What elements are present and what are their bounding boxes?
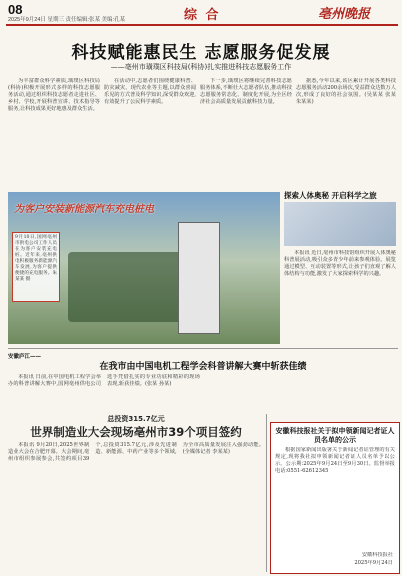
middle-headline: 在我市由中国电机工程学会科普讲解大赛中斩获佳绩 xyxy=(99,362,307,372)
page-number: 08 xyxy=(8,2,23,17)
page-meta: 2025年9月24日 星期三 责任编辑:张某 美编:孔某 xyxy=(8,17,126,23)
notice-signature: 安徽科技报社 xyxy=(361,552,393,558)
section-title: 综 合 xyxy=(184,8,221,23)
photo-caption: 9月10日,国网亳州市供电公司工作人员在为客户安装充电桩。近年来,亳州供电积极服务新能源汽车发展,为客户提供便捷的充电服务。朱某某 摄 xyxy=(15,235,57,282)
big-headline: 世界制造业大会现场亳州市39个项目签约 xyxy=(30,425,242,439)
brand-logo: 亳州晚报 xyxy=(318,7,371,22)
lead-headline: 科技赋能惠民生 志愿服务促发展 xyxy=(71,43,331,63)
side-story-photo xyxy=(284,202,396,246)
big-body: 本报讯 9月20日,2025世界制造业大会在合肥开幕。大会期间,亳州市组织参展参会,共签约项目39个,总投资315.7亿元,涉及先进制造、新能源、中药产业等多个领域,为全市高质量发展注入强劲动能。(全媒体记者 李某某) xyxy=(8,442,264,462)
photo-figure xyxy=(68,252,188,322)
photo-banner: 为客户安装新能源汽车充电桩电 xyxy=(14,204,154,215)
column-divider xyxy=(266,414,267,572)
lead-col-2: 在活动中,志愿者们围绕健康科普、防灾减灾、现代农业等主题,以群众喜闻乐见的方式普及科学知识,深受群众欢迎,有效提升了公民科学素质。 xyxy=(104,78,196,105)
lead-col-4: 据悉,今年以来,该区累计开展各类科技志愿服务活动200余场次,受益群众达数万人次,形成了良好的社会氛围。(吴某某 张某 朱某某) xyxy=(296,78,396,105)
side-story-body: 本报讯 近日,亳州市科技馆组织开展人体奥秘科普展活动,吸引众多青少年前来参观体验。展览通过模型、互动装置等形式,让孩子们直观了解人体结构与功能,激发了大家探索科学的兴趣。 xyxy=(284,250,396,277)
side-story xyxy=(284,190,396,344)
notice-date: 2025年9月24日 xyxy=(354,560,393,566)
middle-body: 本报讯 日前,在中国电机工程学会举办的科普讲解大赛中,国网亳州供电公司选手凭借扎实的专业功底和精彩的现场表现,斩获佳绩。(张某 孙某) xyxy=(8,374,200,387)
lead-col-3: 下一步,璜璞区将继续完善科技志愿服务体系,不断壮大志愿者队伍,推动科技志愿服务常态化、制度化开展,为全区经济社会高质量发展贡献科技力量。 xyxy=(200,78,292,105)
divider xyxy=(8,348,398,349)
middle-kicker: 安徽庐江—— xyxy=(8,354,42,360)
big-kicker: 总投资315.7亿元 xyxy=(107,415,165,423)
photo-caption-box xyxy=(12,232,60,302)
notice-body: 根据国家新闻出版署关于新闻记者证管理的有关规定,现将我社拟申领新闻记者证人员名单予以公示。公示期:2025年9月24日至9月30日。监督举报电话:0551-62612345 xyxy=(275,447,395,474)
notice-box xyxy=(270,422,400,574)
lead-subhead: ——亳州市璜璞区科技局(科协)扎实推进科技志愿服务工作 xyxy=(110,63,292,71)
lead-col-1: 为丰富群众科学素质,璜璞区科技局(科协)积极开展形式多样的科技志愿服务活动,通过组织科技志愿者走进社区、乡村、学校,开展科普宣讲、技术指导等服务,让科技成果更好地惠及群众生活。 xyxy=(8,78,100,112)
notice-title: 安徽科技报社关于拟申领新闻记者证人员名单的公示 xyxy=(275,427,395,444)
side-story-title: 探索人体奥秘 开启科学之旅 xyxy=(284,191,377,200)
charging-pile xyxy=(178,222,220,334)
